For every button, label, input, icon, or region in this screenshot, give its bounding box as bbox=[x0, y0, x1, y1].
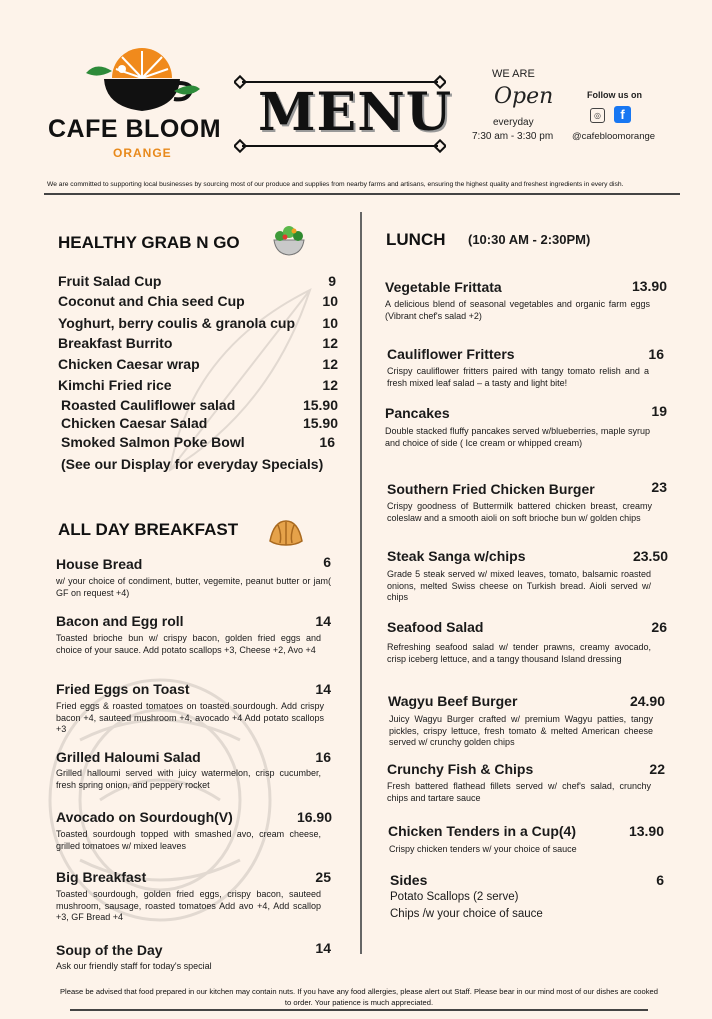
grab-item-name: Breakfast Burrito bbox=[58, 335, 173, 351]
lunch-item-desc: Double stacked fluffy pancakes served w/blueberries, maple syrup and choice of side ( Ice cream or whipped cream) bbox=[385, 426, 650, 448]
lunch-hours: (10:30 AM - 2:30PM) bbox=[468, 232, 591, 247]
facebook-icon[interactable]: f bbox=[614, 106, 631, 123]
lunch-item-price: 22 bbox=[649, 761, 665, 777]
lunch-item-desc: Grade 5 steak served w/ mixed leaves, tomato, balsamic roasted onions, melted Swiss cheese on Turkish bread. Aioli served w/ chips bbox=[387, 569, 651, 602]
breakfast-item-desc: Toasted sourdough topped with smashed avo, cream cheese, grilled tomatoes w/ mixed leaves bbox=[56, 829, 321, 851]
breakfast-item-price: 14 bbox=[315, 940, 331, 956]
follow-label: Follow us on bbox=[587, 90, 642, 100]
lunch-item-name: Pancakes bbox=[385, 405, 450, 421]
lunch-item-price: 26 bbox=[651, 619, 667, 635]
lunch-item-desc: A delicious blend of seasonal vegetables and organic farm eggs (Vibrant chef's salad +2) bbox=[385, 299, 650, 321]
lunch-item-desc: Crispy chicken tenders w/ your choice of sauce bbox=[389, 844, 577, 854]
lunch-item-name: Cauliflower Fritters bbox=[387, 346, 515, 362]
social-handle[interactable]: @cafebloomorange bbox=[572, 131, 656, 142]
footer-divider bbox=[70, 1009, 648, 1011]
croissant-icon bbox=[266, 515, 306, 551]
breakfast-item-name: Grilled Haloumi Salad bbox=[56, 749, 201, 765]
commitment-statement: We are committed to supporting local businesses by sourcing most of our produce and supplies from nearby farms and artisans, ensuring the highest quality and freshest ingredients in every dish. bbox=[47, 181, 624, 188]
lunch-item-price: 13.90 bbox=[631, 278, 667, 294]
breakfast-item-price: 14 bbox=[315, 613, 331, 629]
lunch-item-desc: Crispy goodness of Buttermilk battered chicken breast, creamy coleslaw and a smooth aioli on soft brioche bun w/ golden chips bbox=[387, 501, 652, 523]
grab-item-price: 10 bbox=[322, 293, 338, 309]
sides-line: Chips /w your choice of sauce bbox=[390, 908, 543, 920]
grab-item-name: Roasted Cauliflower salad bbox=[61, 397, 236, 413]
breakfast-item-name: House Bread bbox=[56, 556, 143, 572]
open-label: Open bbox=[494, 84, 554, 109]
lunch-item-price: 23.50 bbox=[632, 548, 668, 564]
grab-item-name: Coconut and Chia seed Cup bbox=[58, 293, 245, 309]
lunch-item-name: Vegetable Frittata bbox=[385, 279, 502, 295]
logo-name: CAFE BLOOM bbox=[48, 115, 222, 143]
lunch-item-name: Steak Sanga w/chips bbox=[387, 548, 526, 564]
lunch-item-desc: Refreshing seafood salad w/ tender prawns, creamy avocado, crisp iceberg lettuce, and a tangy thousand Island dressing bbox=[387, 642, 651, 664]
breakfast-item-price: 25 bbox=[315, 869, 331, 885]
grab-item-name: Fruit Salad Cup bbox=[58, 273, 162, 289]
grab-item-price: 15.90 bbox=[302, 397, 338, 413]
lunch-item-price: 19 bbox=[651, 403, 667, 419]
grab-item-price: 12 bbox=[322, 356, 338, 372]
breakfast-item-desc: Ask our friendly staff for today's special bbox=[56, 961, 212, 971]
lunch-item-name: Seafood Salad bbox=[387, 619, 484, 635]
cafe-logo-icon bbox=[82, 45, 202, 120]
breakfast-item-price: 14 bbox=[315, 681, 331, 697]
lunch-item-desc: Fresh battered flathead fillets served w/ chef's salad, crunchy chips and tartare sauce bbox=[387, 781, 651, 803]
lunch-item-desc: Juicy Wagyu Burger crafted w/ premium Wagyu patties, tangy pickles, crispy lettuce, fresh tomato & melted American cheese served w/ crunchy golden chips bbox=[389, 714, 653, 747]
breakfast-item-desc: w/ your choice of condiment, butter, vegemite, peanut butter or jam( GF on request +4) bbox=[56, 576, 331, 598]
everyday-label: everyday bbox=[493, 117, 534, 128]
grab-item-price: 9 bbox=[328, 273, 336, 289]
breakfast-item-name: Soup of the Day bbox=[56, 942, 163, 958]
logo-subtitle: ORANGE bbox=[113, 146, 172, 160]
sides-name: Sides bbox=[390, 872, 428, 888]
lunch-item-name: Crunchy Fish & Chips bbox=[387, 761, 534, 777]
breakfast-item-name: Big Breakfast bbox=[56, 869, 147, 885]
lunch-item-desc: Crispy cauliflower fritters paired with tangy tomato relish and a fresh mixed leaf salad – a tasty and light bite! bbox=[387, 366, 649, 388]
lunch-item-price: 24.90 bbox=[629, 693, 665, 709]
grab-item-price: 12 bbox=[322, 335, 338, 351]
breakfast-item-desc: Grilled halloumi served with juicy watermelon, crisp cucumber, fresh spring onion, and peppery rocket bbox=[56, 768, 321, 790]
lunch-item-price: 16 bbox=[648, 346, 664, 362]
we-are-label: WE ARE bbox=[492, 68, 535, 80]
breakfast-item-desc: Toasted sourdough, golden fried eggs, crispy bacon, sauteed mushroom, sausage, roasted tomatoes Add avo +4, Add scallop +3, GF Bread +4 bbox=[56, 889, 321, 922]
instagram-icon[interactable]: ◎ bbox=[590, 108, 605, 123]
grab-item-price: 10 bbox=[322, 315, 338, 331]
sides-price: 6 bbox=[656, 872, 664, 888]
lunch-item-price: 13.90 bbox=[628, 823, 664, 839]
breakfast-section-title: ALL DAY BREAKFAST bbox=[58, 520, 239, 539]
lunch-section-title: LUNCH bbox=[386, 230, 446, 249]
breakfast-item-desc: Toasted brioche bun w/ crispy bacon, golden fried eggs and choice of your sauce. Add potato scallops +3, Cheese +2, Avo +4 bbox=[56, 633, 321, 655]
grab-item-name: Smoked Salmon Poke Bowl bbox=[61, 434, 245, 450]
grab-item-price: 16 bbox=[319, 434, 335, 450]
lunch-item-name: Southern Fried Chicken Burger bbox=[387, 481, 595, 497]
grab-item-price: 12 bbox=[322, 377, 338, 393]
grab-item-name: Chicken Caesar wrap bbox=[58, 356, 200, 372]
breakfast-item-price: 16.90 bbox=[296, 809, 332, 825]
grab-section-title: HEALTHY GRAB N GO bbox=[58, 233, 240, 252]
salad-bowl-icon bbox=[270, 222, 308, 258]
header-divider bbox=[44, 193, 680, 195]
column-divider bbox=[360, 212, 362, 954]
grab-item-name: Kimchi Fried rice bbox=[58, 377, 172, 393]
grab-item-name: Chicken Caesar Salad bbox=[61, 415, 208, 431]
lunch-item-name: Wagyu Beef Burger bbox=[388, 693, 518, 709]
lunch-item-price: 23 bbox=[651, 479, 667, 495]
grab-specials-note: (See our Display for everyday Specials) bbox=[61, 456, 324, 472]
breakfast-item-name: Fried Eggs on Toast bbox=[56, 681, 190, 697]
sides-line: Potato Scallops (2 serve) bbox=[390, 891, 519, 903]
grab-item-name: Yoghurt, berry coulis & granola cup bbox=[58, 315, 295, 331]
allergy-notice: Please be advised that food prepared in our kitchen may contain nuts. If you have any food allergies, please alert out Staff. Please bear in our mind most of our dishes are cooked to order. Your patience is much appreciated. bbox=[59, 987, 658, 1007]
breakfast-item-desc: Fried eggs & roasted tomatoes on toasted sourdough. Add crispy bacon +4, sauteed mushroom +4, avocado +4 Add potato scallops +3 bbox=[56, 701, 324, 734]
breakfast-item-price: 16 bbox=[315, 749, 331, 765]
opening-hours: 7:30 am - 3:30 pm bbox=[472, 131, 554, 142]
menu-title: MENU bbox=[258, 82, 453, 143]
breakfast-item-name: Bacon and Egg roll bbox=[56, 613, 184, 629]
breakfast-item-price: 6 bbox=[323, 554, 331, 570]
breakfast-item-name: Avocado on Sourdough(V) bbox=[56, 809, 233, 825]
grab-item-price: 15.90 bbox=[302, 415, 338, 431]
lunch-item-name: Chicken Tenders in a Cup(4) bbox=[388, 823, 576, 839]
